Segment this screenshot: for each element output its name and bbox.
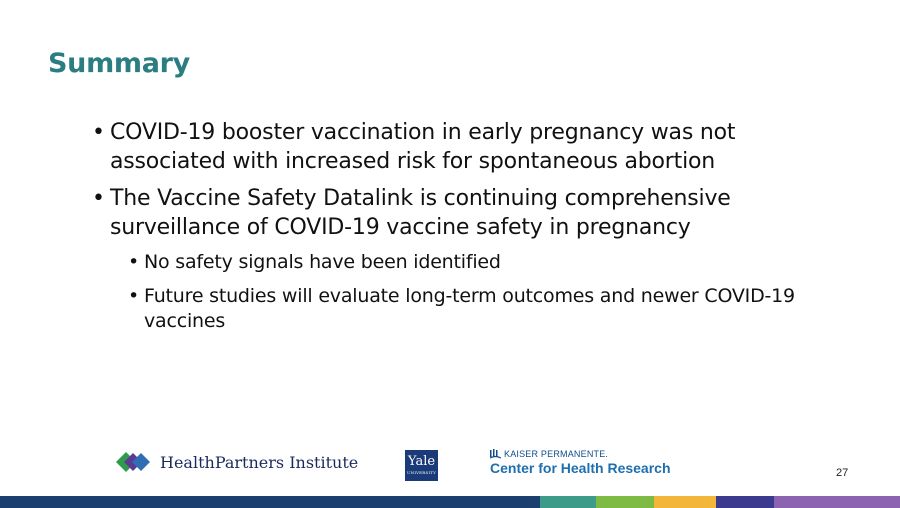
healthpartners-logo bbox=[104, 447, 358, 477]
kaiser-symbol-icon bbox=[490, 449, 501, 459]
bullet-text: The Vaccine Safety Datalink is continuing comprehensive surveillance of COVID-19 vaccine safety in pregnancy bbox=[110, 186, 731, 240]
color-bar-segment bbox=[716, 496, 774, 508]
yale-name: Yale bbox=[407, 454, 436, 469]
color-bar-segment bbox=[540, 496, 596, 508]
sub-bullet-text: No safety signals have been identified bbox=[144, 251, 501, 273]
color-bar-segment bbox=[596, 496, 654, 508]
color-bar-segment bbox=[774, 496, 900, 508]
kaiser-brand: KAISER PERMANENTE. bbox=[504, 449, 609, 459]
yale-logo bbox=[405, 450, 438, 481]
bullet-item bbox=[92, 184, 812, 334]
sub-bullet-item bbox=[128, 284, 812, 334]
kaiser-logo bbox=[490, 449, 671, 476]
sub-bullet-item bbox=[128, 250, 812, 275]
page-number: 27 bbox=[836, 467, 849, 479]
bullet-item bbox=[92, 118, 812, 176]
healthpartners-name: HealthPartners Institute bbox=[160, 452, 359, 472]
color-bar-segment bbox=[0, 496, 540, 508]
color-bar-segment bbox=[654, 496, 716, 508]
kaiser-center-name: Center for Health Research bbox=[490, 460, 671, 476]
healthpartners-diamond-icon bbox=[104, 447, 154, 477]
slide-title: Summary bbox=[48, 48, 190, 79]
bullet-text: COVID-19 booster vaccination in early pregnancy was not associated with increased risk for spontaneous abortion bbox=[110, 120, 736, 174]
yale-sub: UNIVERSITY bbox=[407, 470, 436, 475]
sub-bullet-list bbox=[110, 250, 812, 334]
sub-bullet-text: Future studies will evaluate long-term outcomes and newer COVID-19 vaccines bbox=[144, 285, 795, 332]
bullet-list bbox=[92, 118, 812, 343]
footer-color-bar bbox=[0, 496, 900, 508]
